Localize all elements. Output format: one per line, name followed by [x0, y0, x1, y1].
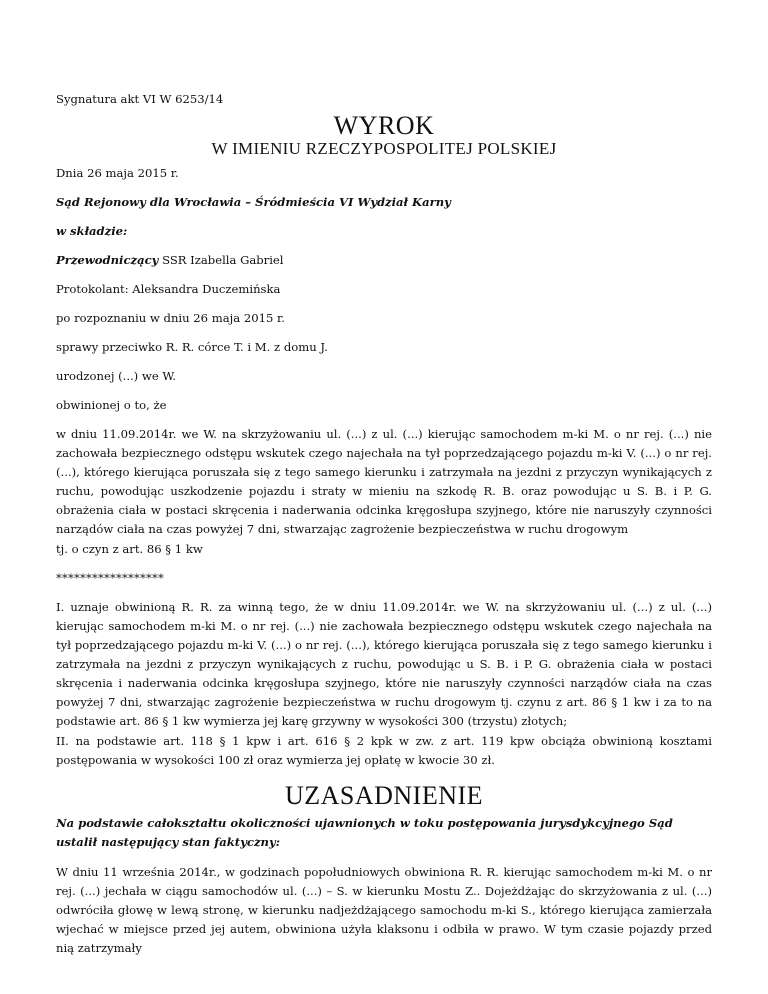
charge-paragraph: w dniu 11.09.2014r. we W. na skrzyżowaniu ul. (...) z ul. (...) kierując samochodem m-ki M. o nr rej. (...) nie zachowała bezpiecznego odstępu wskutek czego najechała na tył poprzedzającego pojazdu m-ki V. (...) o nr rej. (...), którego kierująca poruszała się z tego samego kierunku i zatrzymała na jezdni z przyczyn wynikających z ruchu, powodując uszkodzenie pojazdu i straty w mieniu na szkodę R. B. oraz powodując u S. B. i P. G. obrażenia ciała w postaci skręcenia i naderwania odcinka kręgosłupa szyjnego, które nie naruszyły czynności narządów ciała na czas powyżej 7 dni, stwarzając zagrożenie bezpieczeństwa w ruchu drogowym: [56, 427, 712, 536]
separator: ******************: [56, 571, 164, 585]
case-line: sprawy przeciwko R. R. córce T. i M. z domu J.: [56, 340, 328, 354]
chair-line: [56, 251, 284, 270]
born-line: urodzonej (...) we W.: [56, 369, 176, 383]
chair-label: Przewodniczący: [56, 253, 159, 267]
charged-line: obwinionej o to, że: [56, 398, 167, 412]
verdict-point-1: I. uznaje obwinioną R. R. za winną tego, że w dniu 11.09.2014r. we W. na skrzyżowaniu ul. (...) z ul. (...) kierując samochodem m-ki M. o nr rej. (...) nie zachowała bezpiecznego odstępu wskutek czego najechała na tył poprzedzającego pojazdu m-ki V. (...) o nr rej. (...), którego kierująca poruszała się z tego samego kierunku i zatrzymała na jezdni z przyczyn wynikających z ruchu, powodując u S. B. i P. G. obrażenia ciała w postaci skręcenia i naderwania odcinka kręgosłupa szyjnego, które nie naruszyły czynności narządów ciała na czas powyżej 7 dni, stwarzając zagrożenie bezpieczeństwa w ruchu drogowym tj. czynu z art. 86 § 1 kw i za to na podstawie art. 86 § 1 kw wymierza jej karę grzywny w wysokości 300 (trzystu) złotych;: [56, 600, 712, 728]
case-signature: Sygnatura akt VI W 6253/14: [56, 92, 224, 106]
protocolist-line: Protokolant: Aleksandra Duczemińska: [56, 282, 281, 296]
article-line: tj. o czyn z art. 86 § 1 kw: [56, 542, 203, 556]
judgment-date: Dnia 26 maja 2015 r.: [56, 166, 179, 180]
justification-title: UZASADNIENIE: [284, 781, 484, 810]
judgment-title: WYROK: [333, 111, 435, 140]
facts-heading: Na podstawie całokształtu okoliczności ujawnionych w toku postępowania jurysdykcyjnego Sąd ustalił następujący stan faktyczny:: [56, 816, 673, 849]
justification-paragraph: W dniu 11 września 2014r., w godzinach popołudniowych obwiniona R. R. kierując samochodem m-ki M. o nr rej. (...) jechała w ciągu samochodów ul. (...) – S. w kierunku Mostu Z.. Dojeżdżając do skrzyżowania z ul. (...) odwróciła głowę w lewą stronę, w kierunku nadjeżdżającego samochodu m-ki S., którego kierująca zamierzała wjechać w miejsce przed jej autem, obwiniona użyła klaksonu i odbiła w prawo. W tym czasie pojazdy przed nią zatrzymały: [56, 865, 712, 955]
chair-name: SSR Izabella Gabriel: [158, 253, 284, 267]
court-name: Sąd Rejonowy dla Wrocławia – Śródmieścia VI Wydział Karny: [56, 195, 451, 209]
composition-label: w składzie:: [56, 224, 128, 238]
examined-line: po rozpoznaniu w dniu 26 maja 2015 r.: [56, 311, 285, 325]
judgment-subtitle: W IMIENIU RZECZYPOSPOLITEJ POLSKIEJ: [211, 139, 557, 158]
verdict-point-2: II. na podstawie art. 118 § 1 kpw i art. 616 § 2 kpk w zw. z art. 119 kpw obciąża obwinioną kosztami postępowania w wysokości 100 zł oraz wymierza jej opłatę w kwocie 30 zł.: [56, 734, 712, 767]
